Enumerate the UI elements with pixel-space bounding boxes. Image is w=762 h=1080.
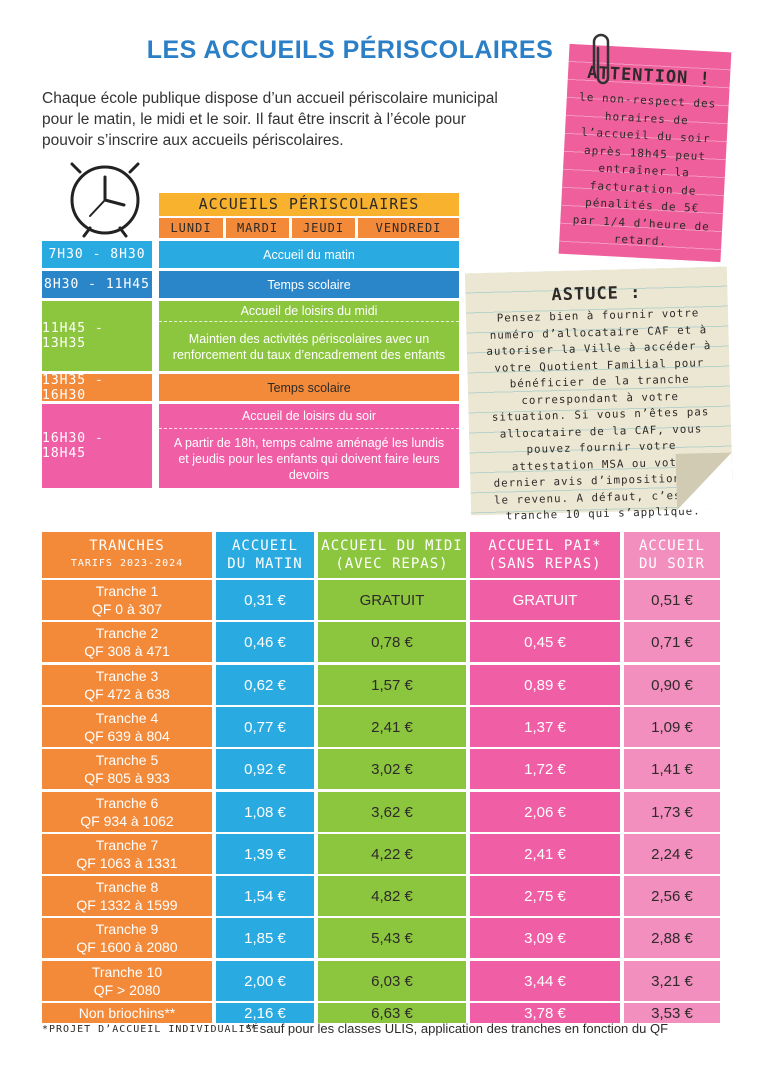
page-title: LES ACCUEILS PÉRISCOLAIRES	[146, 36, 554, 64]
price-soir-cell	[624, 834, 720, 874]
price-soir-cell	[624, 918, 720, 958]
tranche-cell	[42, 749, 212, 789]
tranche-cell	[42, 792, 212, 832]
tranche-cell	[42, 876, 212, 916]
price-matin-cell-text: 0,31 €	[244, 591, 286, 609]
tranche-cell-text: Tranche 4	[95, 710, 159, 726]
price-soir-cell	[624, 876, 720, 916]
price-soir-cell-text: 0,71 €	[651, 633, 693, 651]
price-matin-cell	[216, 918, 314, 958]
column-header	[318, 532, 466, 578]
tranche-cell-text: Non briochins**	[78, 1005, 176, 1021]
column-header	[42, 532, 212, 578]
price-midi-cell	[318, 876, 466, 916]
price-soir-cell-text: 1,09 €	[651, 718, 693, 736]
price-matin-cell-text: 1,08 €	[244, 803, 286, 821]
price-midi-cell-text: 5,43 €	[371, 929, 413, 947]
day-label: JEUDI	[292, 218, 355, 238]
price-pai-cell-text: 1,72 €	[524, 760, 566, 778]
price-matin-cell	[216, 749, 314, 789]
price-pai-cell	[470, 622, 620, 662]
price-soir-cell-text: 1,73 €	[651, 803, 693, 821]
attention-note	[559, 44, 732, 262]
column-header-line: ACCUEIL DU MIDI	[321, 538, 463, 554]
day-label: LUNDI	[159, 218, 223, 238]
price-midi-cell-text: GRATUIT	[359, 591, 425, 609]
price-matin-cell-text: 2,16 €	[244, 1004, 286, 1022]
price-matin-cell	[216, 622, 314, 662]
price-midi-cell-text: 4,22 €	[371, 845, 413, 863]
time-slot: 16H30 - 18H45	[42, 404, 152, 488]
price-midi-cell-text: 1,57 €	[371, 676, 413, 694]
price-pai-cell	[470, 876, 620, 916]
price-pai-cell-text: 3,78 €	[524, 1004, 566, 1022]
price-soir-cell	[624, 749, 720, 789]
tranche-cell-text: Tranche 7	[95, 837, 159, 853]
column-header-line: ACCUEIL PAI*	[488, 538, 602, 554]
price-matin-cell	[216, 834, 314, 874]
price-soir-cell	[624, 792, 720, 832]
column-header-line: TARIFS 2023-2024	[70, 558, 184, 569]
price-matin-cell	[216, 1003, 314, 1023]
attention-text: le non-respect des horaires de l’accueil du soir après 18h45 peut entraîner la facturation de pénalités de 5€ par 1/4 d’heure de retard.	[572, 90, 717, 249]
price-pai-cell-text: 0,89 €	[524, 676, 566, 694]
footnote-non-briochins: ** sauf pour les classes ULIS, application des tranches en fonction du QF	[246, 1021, 669, 1036]
astuce-note	[465, 267, 733, 523]
price-matin-cell-text: 1,39 €	[244, 845, 286, 863]
price-soir-cell-text: 2,24 €	[651, 845, 693, 863]
price-midi-cell-text: 6,63 €	[371, 1004, 413, 1022]
tranche-cell	[42, 834, 212, 874]
price-soir-cell	[624, 622, 720, 662]
column-header	[216, 532, 314, 578]
price-midi-cell-text: 3,62 €	[371, 803, 413, 821]
column-header	[624, 532, 720, 578]
price-midi-cell	[318, 665, 466, 705]
price-pai-cell	[470, 792, 620, 832]
activity: Maintien des activités périscolaires avec un renforcement du taux d’encadrement des enfants	[159, 322, 459, 371]
price-midi-cell-text: 3,02 €	[371, 760, 413, 778]
price-midi-cell	[318, 622, 466, 662]
column-header-line: DU MATIN	[227, 556, 303, 572]
tranche-cell-text: QF 1332 à 1599	[76, 897, 178, 913]
price-matin-cell	[216, 580, 314, 620]
column-header-line: TRANCHES	[89, 538, 165, 554]
tranche-cell-text: QF 0 à 307	[91, 601, 163, 617]
price-matin-cell	[216, 876, 314, 916]
price-midi-cell	[318, 749, 466, 789]
price-soir-cell-text: 0,90 €	[651, 676, 693, 694]
tranche-cell-text: QF 639 à 804	[84, 728, 170, 744]
footnote-pai: *PROJET D’ACCUEIL INDIVIDUALISÉ	[42, 1024, 260, 1035]
tranche-cell	[42, 580, 212, 620]
price-matin-cell-text: 0,46 €	[244, 633, 286, 651]
attention-title: ATTENTION !	[586, 62, 712, 90]
schedule-header: ACCUEILS PÉRISCOLAIRES	[159, 193, 459, 216]
price-midi-cell	[318, 918, 466, 958]
price-matin-cell-text: 0,92 €	[244, 760, 286, 778]
price-soir-cell-text: 3,21 €	[651, 972, 693, 990]
price-soir-cell	[624, 580, 720, 620]
price-matin-cell-text: 0,62 €	[244, 676, 286, 694]
tranche-cell	[42, 622, 212, 662]
price-soir-cell-text: 3,53 €	[651, 1004, 693, 1022]
activity: Temps scolaire	[159, 374, 459, 401]
price-pai-cell-text: 0,45 €	[524, 633, 566, 651]
price-midi-cell	[318, 580, 466, 620]
price-matin-cell-text: 0,77 €	[244, 718, 286, 736]
price-pai-cell-text: 1,37 €	[524, 718, 566, 736]
tranche-cell	[42, 1003, 212, 1023]
price-soir-cell	[624, 1003, 720, 1023]
tranche-cell-text: Tranche 1	[95, 583, 159, 599]
tranche-cell-text: QF 805 à 933	[84, 770, 170, 786]
price-soir-cell	[624, 665, 720, 705]
tranche-cell	[42, 961, 212, 1001]
price-pai-cell	[470, 918, 620, 958]
price-pai-cell	[470, 1003, 620, 1023]
tranche-cell-text: QF 1063 à 1331	[76, 855, 178, 871]
price-pai-cell	[470, 834, 620, 874]
price-matin-cell	[216, 707, 314, 747]
tranche-cell-text: QF 1600 à 2080	[76, 939, 178, 955]
tranche-cell-text: Tranche 2	[95, 625, 159, 641]
price-soir-cell-text: 1,41 €	[651, 760, 693, 778]
price-pai-cell-text: 2,41 €	[524, 845, 566, 863]
tranche-cell-text: Tranche 8	[95, 879, 159, 895]
tranche-cell-text: Tranche 6	[95, 795, 159, 811]
price-midi-cell-text: 2,41 €	[371, 718, 413, 736]
tranche-cell-text: Tranche 10	[91, 964, 163, 980]
activity: Accueil de loisirs du soir	[159, 404, 459, 429]
tranche-cell	[42, 665, 212, 705]
tranche-cell-text: QF 934 à 1062	[80, 813, 174, 829]
column-header-line: (SANS REPAS)	[488, 556, 602, 572]
tranche-cell	[42, 707, 212, 747]
price-pai-cell-text: 2,06 €	[524, 803, 566, 821]
price-pai-cell-text: 3,09 €	[524, 929, 566, 947]
column-header-line: (AVEC REPAS)	[335, 556, 449, 572]
activity: A partir de 18h, temps calme aménagé les lundis et jeudis pour les enfants qui doivent faire leurs devoirs	[159, 429, 459, 488]
column-header	[470, 532, 620, 578]
time-slot: 8H30 - 11H45	[42, 271, 152, 298]
astuce-text: Pensez bien à fournir votre numéro d’allocataire CAF et à autoriser la Ville à accéder à votre Quotient Familial pour bénéficier de la tranche correspondant à votre situation. Si vous n’êtes pas allocataire de la CAF, vous pouvez fournir votre attestation MSA ou votre dernier avis d’imposition sur le revenu. A défaut, c’est la tranche 10 qui s’applique.	[486, 306, 712, 523]
price-soir-cell	[624, 707, 720, 747]
tranche-cell-text: Tranche 5	[95, 752, 159, 768]
price-pai-cell	[470, 707, 620, 747]
tranche-cell-text: Tranche 3	[95, 668, 159, 684]
price-matin-cell-text: 2,00 €	[244, 972, 286, 990]
price-soir-cell-text: 2,56 €	[651, 887, 693, 905]
price-pai-cell	[470, 961, 620, 1001]
paperclip-icon	[588, 32, 614, 90]
price-soir-cell-text: 2,88 €	[651, 929, 693, 947]
price-matin-cell	[216, 961, 314, 1001]
price-midi-cell-text: 4,82 €	[371, 887, 413, 905]
price-soir-cell-text: 0,51 €	[651, 591, 693, 609]
astuce-title: ASTUCE :	[551, 282, 642, 306]
tranche-cell	[42, 918, 212, 958]
activity: Temps scolaire	[159, 271, 459, 298]
price-pai-cell-text: 3,44 €	[524, 972, 566, 990]
price-pai-cell	[470, 665, 620, 705]
page-curl	[676, 453, 733, 510]
tranche-cell-text: Tranche 9	[95, 921, 159, 937]
tranche-cell-text: QF 472 à 638	[84, 686, 170, 702]
clock-icon	[62, 158, 148, 238]
price-midi-cell	[318, 961, 466, 1001]
price-midi-cell	[318, 834, 466, 874]
column-header-line: ACCUEIL	[638, 538, 705, 554]
price-midi-cell	[318, 1003, 466, 1023]
time-slot: 13H35 - 16H30	[42, 374, 152, 401]
column-header-line: ACCUEIL	[231, 538, 298, 554]
price-matin-cell	[216, 792, 314, 832]
price-soir-cell	[624, 961, 720, 1001]
time-slot: 11H45 - 13H35	[42, 301, 152, 371]
day-label: VENDREDI	[358, 218, 459, 238]
price-midi-cell-text: 6,03 €	[371, 972, 413, 990]
price-midi-cell	[318, 707, 466, 747]
price-matin-cell-text: 1,54 €	[244, 887, 286, 905]
activity: Accueil de loisirs du midi	[159, 301, 459, 322]
intro-paragraph: Chaque école publique dispose d’un accueil périscolaire municipal pour le matin, le midi et le soir. Il faut être inscrit à l’école pour pouvoir s’inscrire aux accueils périscolaires.	[42, 90, 498, 149]
column-header-line: DU SOIR	[638, 556, 705, 572]
time-slot: 7H30 - 8H30	[42, 241, 152, 268]
price-midi-cell-text: 0,78 €	[371, 633, 413, 651]
price-midi-cell	[318, 792, 466, 832]
day-label: MARDI	[226, 218, 289, 238]
price-pai-cell-text: 2,75 €	[524, 887, 566, 905]
tranche-cell-text: QF 308 à 471	[84, 643, 170, 659]
price-pai-cell	[470, 749, 620, 789]
price-matin-cell-text: 1,85 €	[244, 929, 286, 947]
price-pai-cell-text: GRATUIT	[512, 591, 578, 609]
activity: Accueil du matin	[159, 241, 459, 268]
price-matin-cell	[216, 665, 314, 705]
tranche-cell-text: QF > 2080	[93, 982, 161, 998]
price-pai-cell	[470, 580, 620, 620]
